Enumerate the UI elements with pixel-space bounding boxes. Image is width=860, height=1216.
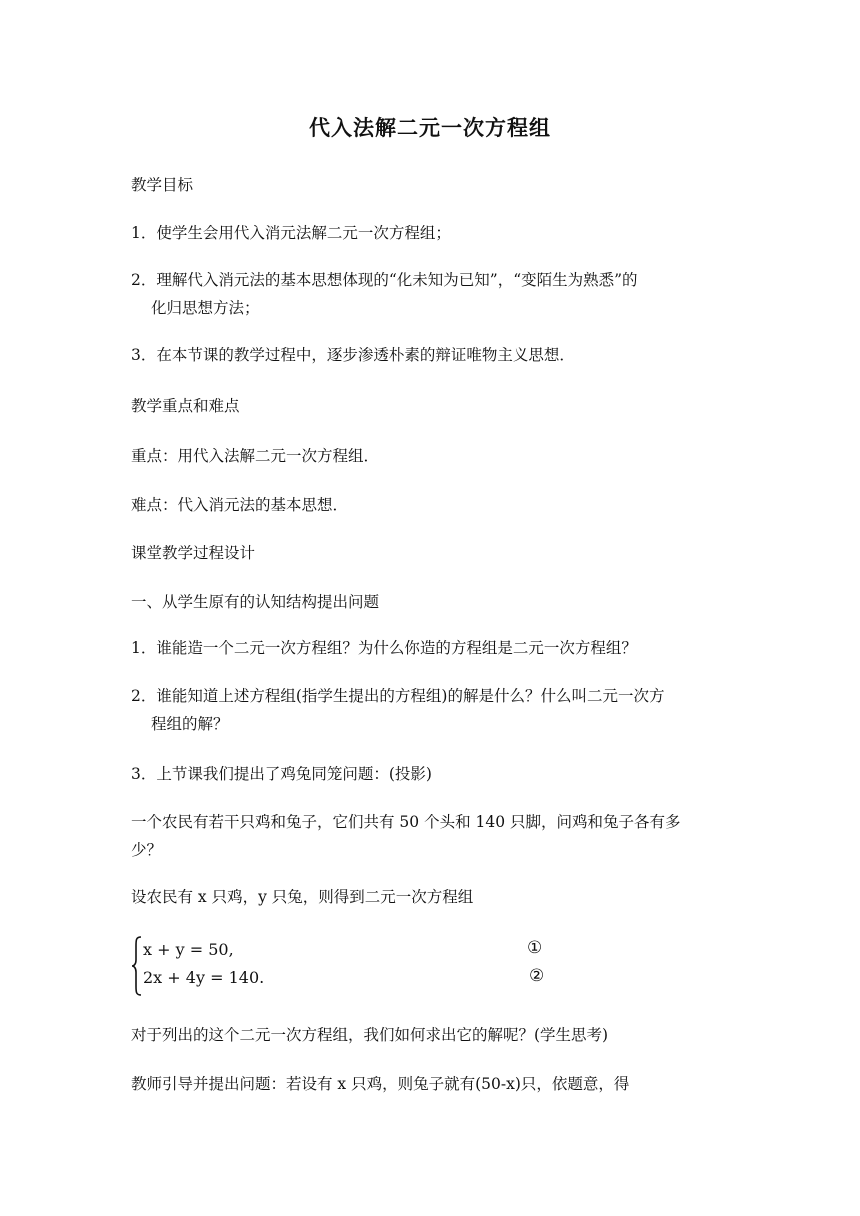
goal-item-2: 2．理解代入消元法的基本思想体现的“化未知为已知”，“变陌生为熟悉”的 <box>131 271 638 289</box>
heading-key-points: 教学重点和难点 <box>131 397 240 415</box>
teacher-guidance: 教师引导并提出问题：若设有 x 只鸡，则兔子就有(50-x)只，依题意，得 <box>131 1075 630 1093</box>
document-title: 代入法解二元一次方程组 <box>309 116 551 140</box>
goal-item-1: 1．使学生会用代入消元法解二元一次方程组； <box>131 224 451 242</box>
problem-statement-cont: 少？ <box>131 841 163 859</box>
question-2-cont: 程组的解？ <box>151 715 229 733</box>
heading-class-process: 课堂教学过程设计 <box>131 544 256 562</box>
equation-2: 2x + 4y = 140. <box>143 968 265 987</box>
left-brace-icon <box>131 936 143 996</box>
goal-item-3: 3．在本节课的教学过程中，逐步渗透朴素的辩证唯物主义思想． <box>131 346 575 364</box>
key-point: 重点：用代入法解二元一次方程组． <box>131 447 380 465</box>
goal-item-2-cont: 化归思想方法； <box>151 299 260 317</box>
equation-1: x + y = 50, <box>143 940 234 959</box>
setup-sentence: 设农民有 x 只鸡，y 只兔，则得到二元一次方程组 <box>131 888 474 906</box>
equation-1-marker: ① <box>527 938 543 958</box>
question-2: 2．谁能知道上述方程组(指学生提出的方程组)的解是什么？什么叫二元一次方 <box>131 687 665 705</box>
question-3: 3．上节课我们提出了鸡兔同笼问题：(投影) <box>131 765 432 783</box>
problem-statement: 一个农民有若干只鸡和兔子，它们共有 50 个头和 140 只脚，问鸡和兔子各有多 <box>131 813 681 831</box>
question-1: 1．谁能造一个二元一次方程组？为什么你造的方程组是二元一次方程组？ <box>131 639 637 657</box>
difficult-point: 难点：代入消元法的基本思想． <box>131 496 349 514</box>
equation-2-marker: ② <box>529 966 545 986</box>
heading-teaching-goals: 教学目标 <box>131 176 194 194</box>
section-one-heading: 一、从学生原有的认知结构提出问题 <box>131 593 380 611</box>
equation-system <box>131 936 561 996</box>
solving-question: 对于列出的这个二元一次方程组，我们如何求出它的解呢？(学生思考) <box>131 1026 609 1044</box>
